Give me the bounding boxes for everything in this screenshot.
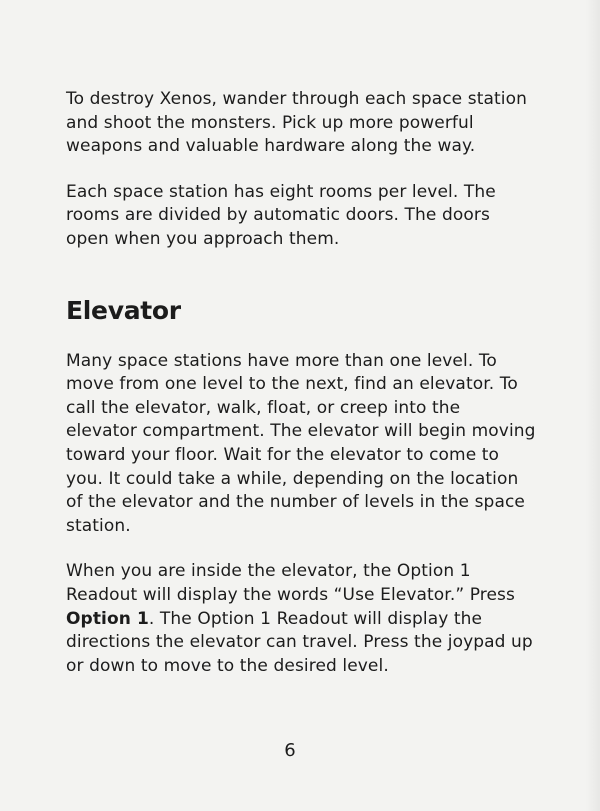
page-number: 6 bbox=[284, 740, 296, 761]
elevator-controls-paragraph bbox=[66, 560, 536, 678]
option-1-bold: Option 1 bbox=[66, 608, 149, 629]
controls-text-before: When you are inside the elevator, the Option 1 Readout will display the words “Use Elevator.” Press bbox=[66, 561, 515, 605]
elevator-paragraph: Many space stations have more than one level. To move from one level to the next, find an elevator. To call the elevator, walk, float, or creep into the elevator compartment. The elevator will begin moving toward your floor. Wait for the elevator to come to you. It could take a while, depending on the location of the elevator and the number of levels in the space station. bbox=[66, 350, 536, 536]
rooms-paragraph: Each space station has eight rooms per level. The rooms are divided by automatic doors. The doors open when you approach them. bbox=[66, 181, 496, 249]
page-edge-shadow bbox=[586, 0, 600, 811]
manual-page-content bbox=[66, 88, 536, 678]
intro-paragraph: To destroy Xenos, wander through each space station and shoot the monsters. Pick up more powerful weapons and valuable hardware along the way. bbox=[66, 89, 527, 157]
controls-text-after: . The Option 1 Readout will display the directions the elevator can travel. Press the joypad up or down to move to the desired level. bbox=[66, 608, 533, 676]
section-heading-elevator: Elevator bbox=[66, 295, 181, 325]
